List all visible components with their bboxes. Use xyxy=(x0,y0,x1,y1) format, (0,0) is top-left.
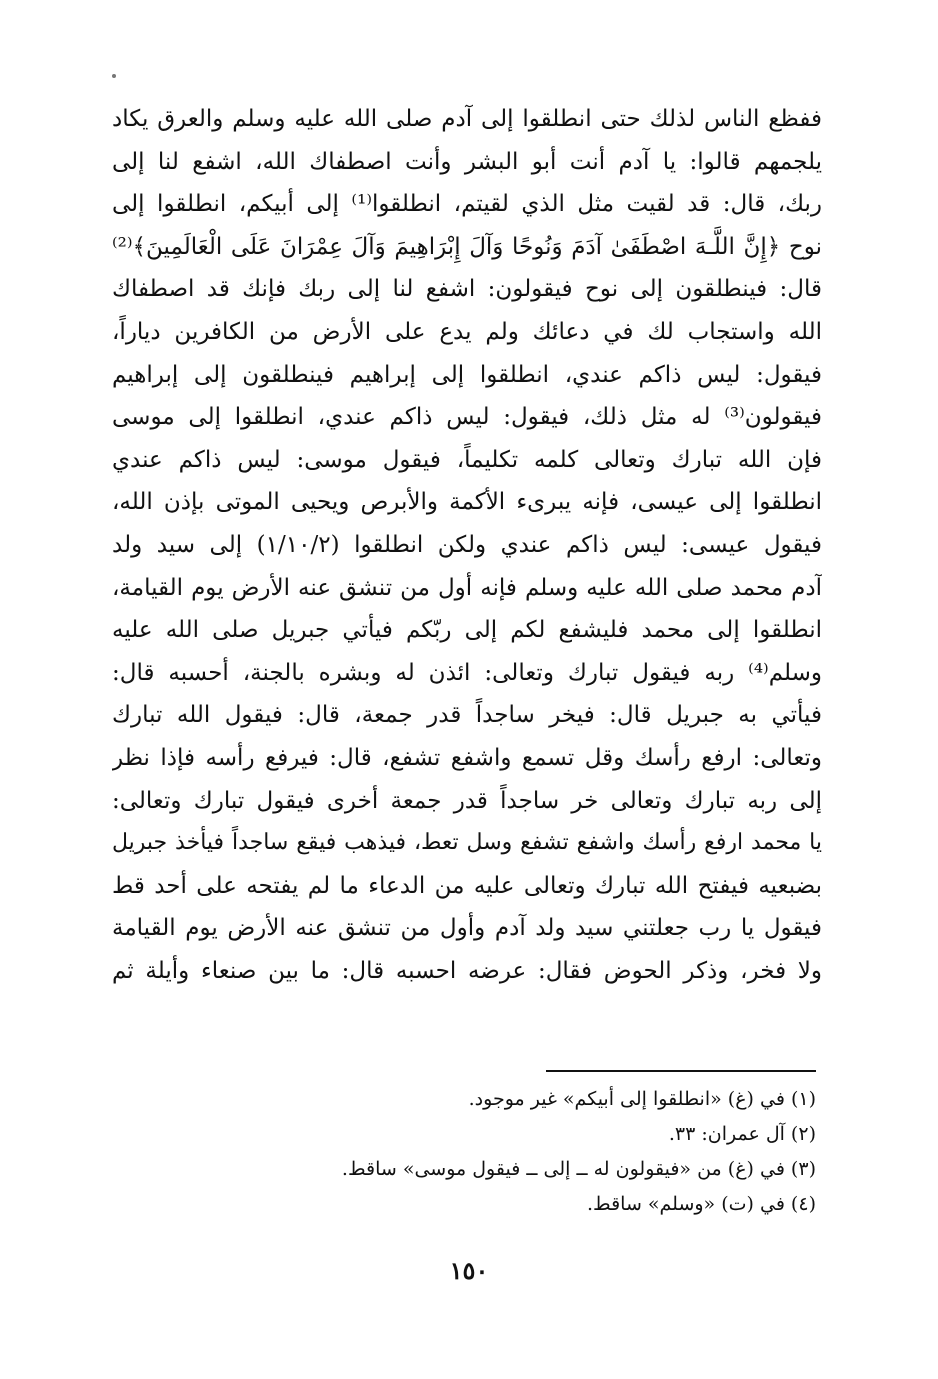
text-line: نوح ﴿إِنَّ اللَّـهَ اصْطَفَىٰ آدَمَ وَنُوحًا وَآلَ إِبْرَاهِيمَ وَآلَ عِمْرَانَ عَلَى الْعَالَمِينَ﴾⁽²⁾ xyxy=(112,233,822,260)
text-line: فيقولون⁽³⁾ له مثل ذلك، فيقول: ليس ذاكم عندي، انطلقوا إلى موسى xyxy=(112,404,822,431)
footnote-2: (٢) آل عمران: ٣٣. xyxy=(668,1123,816,1145)
text-line: وسلم⁽⁴⁾ ربه فيقول تبارك وتعالى: ائذن له وبشره بالجنة، أحسبه قال: xyxy=(112,659,822,686)
text-line: يلجمهم قالوا: يا آدم أنت أبو البشر وأنت اصطفاك الله، اشفع لنا إلى xyxy=(112,148,822,175)
text-line: فيأتي به جبريل قال: فيخر ساجداً قدر جمعة، قال: فيقول الله تبارك xyxy=(112,702,822,729)
footnote-1: (١) في (غ) «انطلقوا إلى أبيكم» غير موجود. xyxy=(468,1088,816,1110)
text-line: ففظع الناس لذلك حتى انطلقوا إلى آدم صلى الله عليه وسلم والعرق يكاد xyxy=(112,106,822,132)
text-line: يا محمد ارفع رأسك واشفع تشفع وسل تعط، فيذهب فيقع ساجداً فيأخذ جبريل xyxy=(112,830,822,856)
page-number: ١٥٠ xyxy=(449,1256,489,1285)
footnote-3: (٣) في (غ) من «فيقولون له ــ إلى ــ فيقول موسى» ساقط. xyxy=(341,1158,816,1180)
text-line: انطلقوا إلى محمد فليشفع لكم إلى ربّكم فيأتي جبريل صلى الله عليه xyxy=(112,617,822,644)
main-text xyxy=(112,98,822,992)
text-line: قال: فينطلقون إلى نوح فيقولون: اشفع لنا إلى ربك فإنك قد اصطفاك xyxy=(112,276,822,303)
text-line: الله واستجاب لك في دعائك ولم يدع على الأرض من الكافرين دياراً، xyxy=(112,318,822,345)
footnotes xyxy=(300,1082,816,1222)
scan-speck xyxy=(112,74,116,78)
text-line: انطلقوا إلى عيسى، فإنه يبرىء الأكمة والأبرص ويحيى الموتى بإذن الله، xyxy=(112,489,822,516)
footnote-separator xyxy=(546,1070,816,1072)
text-line: إلى ربه تبارك وتعالى خر ساجداً قدر جمعة أخرى فيقول تبارك وتعالى: xyxy=(112,787,822,814)
text-line: آدم محمد صلى الله عليه وسلم فإنه أول من تنشق عنه الأرض يوم القيامة، xyxy=(112,574,822,601)
text-line: ربك، قال: قد لقيت مثل الذي لقيتم، انطلقوا⁽¹⁾ إلى أبيكم، انطلقوا إلى xyxy=(112,191,822,218)
text-line: بضبعيه فيفتح الله تبارك وتعالى عليه من الدعاء ما لم يفتحه على أحد قط xyxy=(112,872,822,899)
text-line: فيقول: ليس ذاكم عندي، انطلقوا إلى إبراهيم فينطلقون إلى إبراهيم xyxy=(112,361,822,388)
text-line: فإن الله تبارك وتعالى كلمه تكليماً، فيقول موسى: ليس ذاكم عندي xyxy=(112,446,822,473)
text-line: فيقول عيسى: ليس ذاكم عندي ولكن انطلقوا (١/١٠/٢) إلى سيد ولد xyxy=(112,531,822,558)
footnote-4: (٤) في (ت) «وسلم» ساقط. xyxy=(587,1193,816,1215)
text-line: وتعالى: ارفع رأسك وقل تسمع واشفع تشفع، قال: فيرفع رأسه فإذا نظر xyxy=(112,744,822,771)
text-line: ولا فخر، وذكر الحوض فقال: عرضه احسبه قال: ما بين صنعاء وأيلة ثم xyxy=(112,957,822,984)
text-line: فيقول يا رب جعلتني سيد ولد آدم وأول من تنشق عنه الأرض يوم القيامة xyxy=(112,915,822,942)
